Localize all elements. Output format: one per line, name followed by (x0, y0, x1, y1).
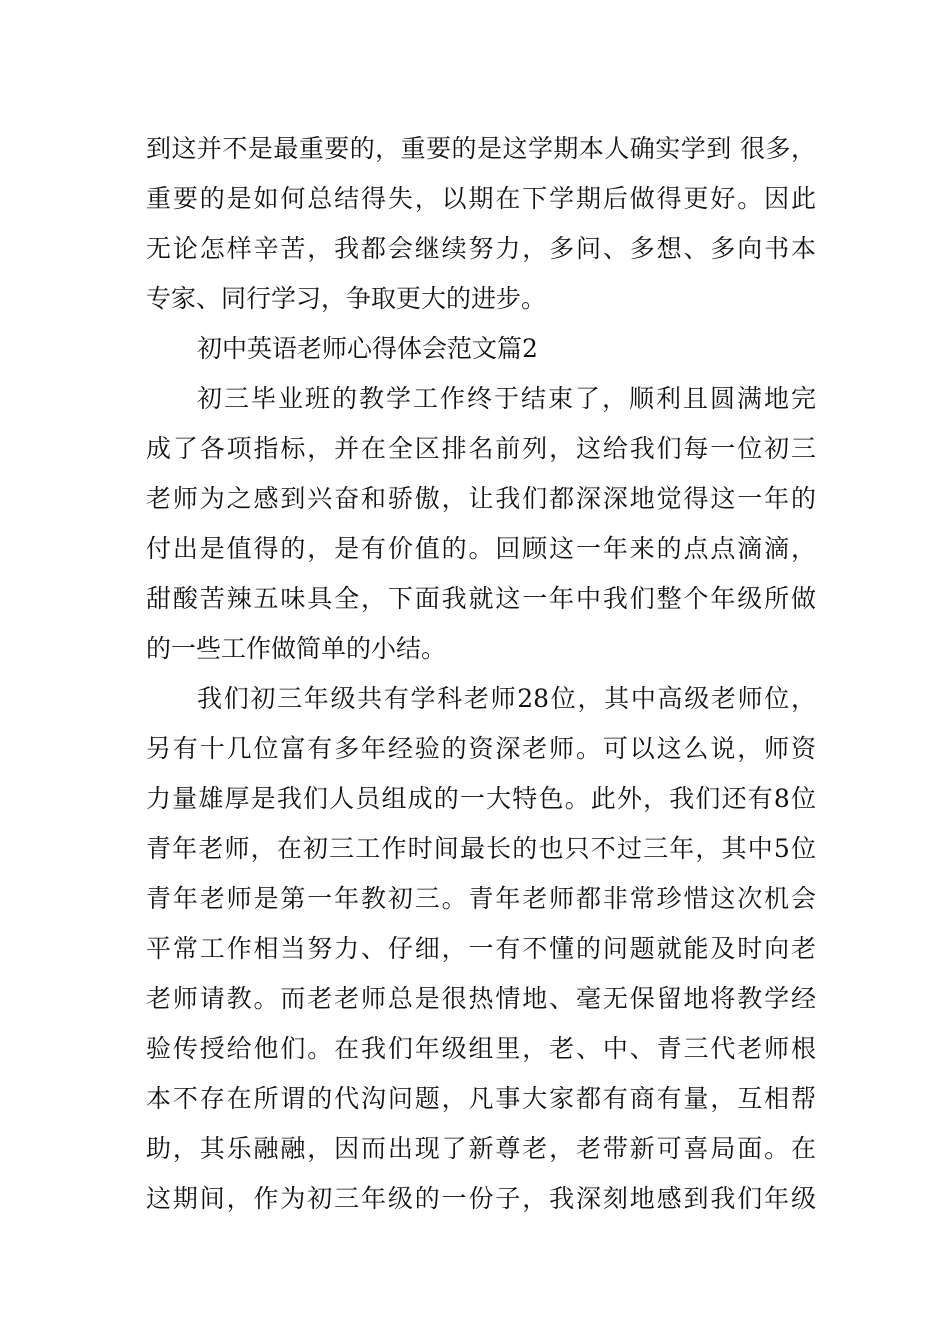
text-line: 初三毕业班的教学工作终于结束了，顺利且圆满地完 (197, 384, 816, 413)
text-line: 成了各项指标，并在全区排名前列，这给我们每一位初三 (146, 434, 816, 463)
text-line: 本不存在所谓的代沟问题，凡事大家都有商有量，互相帮 (146, 1084, 816, 1113)
text-line: 助，其乐融融，因而出现了新尊老，老带新可喜局面。在 (146, 1134, 816, 1163)
text-line: 青年老师是第一年教初三。青年老师都非常珍惜这次机会 (146, 884, 816, 913)
text-line: 这期间，作为初三年级的一份子，我深刻地感到我们年级 (146, 1184, 816, 1213)
section-title: 初中英语老师心得体会范文篇2 (197, 334, 538, 363)
text-line: 青年老师，在初三工作时间最长的也只不过三年，其中5位 (146, 834, 816, 863)
text-line: 平常工作相当努力、仔细，一有不懂的问题就能及时向老 (146, 934, 816, 963)
text-line: 验传授给他们。在我们年级组里，老、中、青三代老师根 (146, 1034, 816, 1063)
text-line: 付出是值得的，是有价值的。回顾这一年来的点点滴滴， (146, 534, 816, 563)
text-line: 到这并不是最重要的，重要的是这学期本人确实学到 很多， (146, 134, 816, 163)
text-line: 老师为之感到兴奋和骄傲，让我们都深深地觉得这一年的 (146, 484, 816, 513)
text-line: 重要的是如何总结得失，以期在下学期后做得更好。因此 (146, 184, 816, 213)
text-line: 我们初三年级共有学科老师28位，其中高级老师位， (197, 684, 816, 713)
text-line: 甜酸苦辣五味具全，下面我就这一年中我们整个年级所做 (146, 584, 816, 613)
text-line: 老师请教。而老老师总是很热情地、毫无保留地将教学经 (146, 984, 816, 1013)
document-body (146, 124, 816, 1224)
text-line: 的一些工作做简单的小结。 (146, 634, 447, 663)
text-line: 无论怎样辛苦，我都会继续努力，多问、多想、多向书本 (146, 234, 816, 263)
text-line: 力量雄厚是我们人员组成的一大特色。此外，我们还有8位 (146, 784, 816, 813)
text-line: 另有十几位富有多年经验的资深老师。可以这么说，师资 (146, 734, 816, 763)
text-line: 专家、同行学习，争取更大的进步。 (146, 284, 547, 313)
